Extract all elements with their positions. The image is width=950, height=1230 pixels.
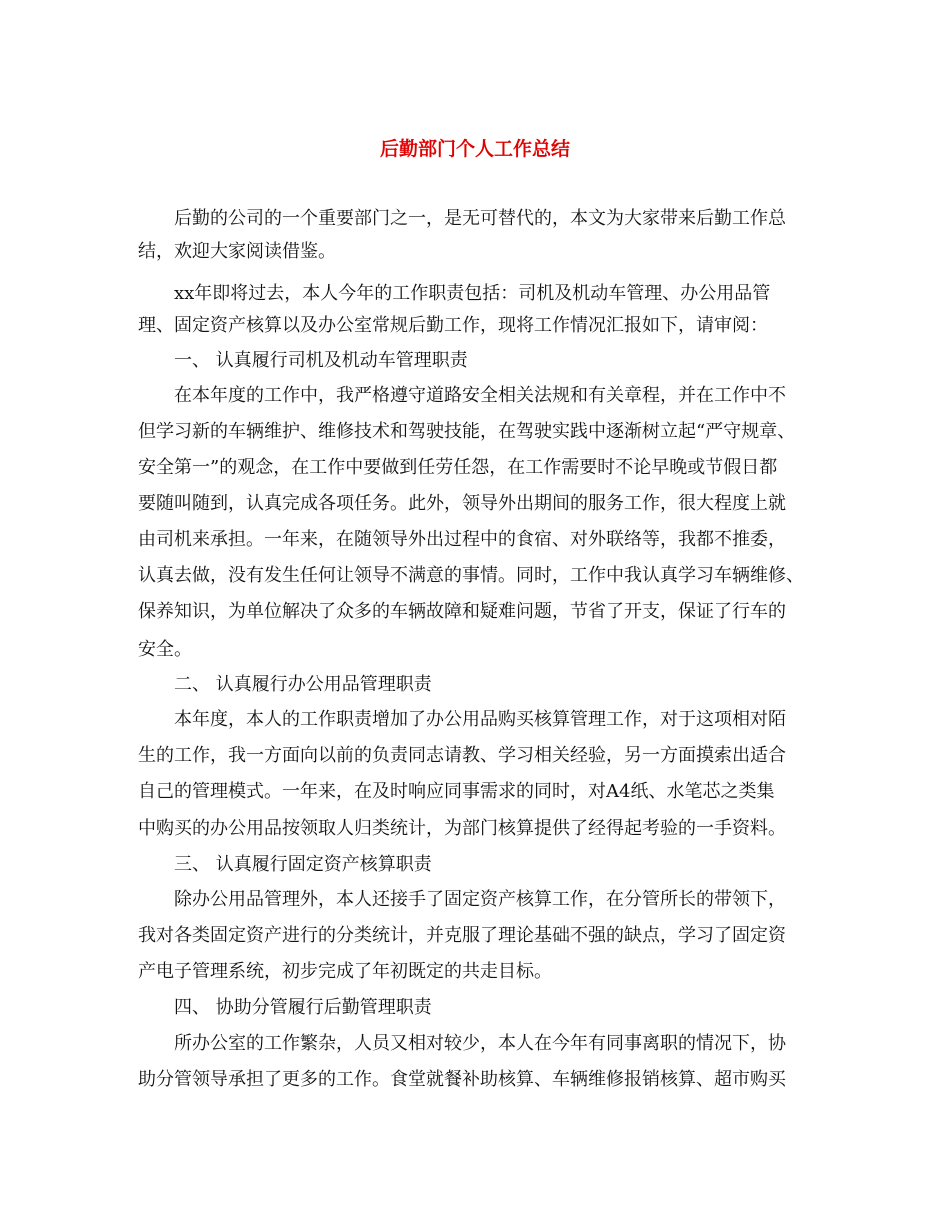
body-line: 保养知识，为单位解决了众多的车辆故障和疑难问题，节省了开支，保证了行车的 [138,601,786,622]
body-line: 安全。 [138,639,192,660]
section-heading-1: 一、 认真履行司机及机动车管理职责 [174,350,468,371]
body-line: 要随叫随到，认真完成各项任务。此外，领导外出期间的服务工作，很大程度上就 [138,493,786,514]
body-line: 自己的管理模式。一年来，在及时响应同事需求的同时，对A4纸、水笔芯之类集 [138,781,775,802]
body-line: 后勤的公司的一个重要部门之一，是无可替代的，本文为大家带来后勤工作总 [174,208,786,229]
body-line: 认真去做，没有发生任何让领导不满意的事情。同时，工作中我认真学习车辆维修、 [138,565,804,586]
body-line: 我对各类固定资产进行的分类统计，并克服了理论基础不强的缺点，学习了固定资 [138,925,786,946]
body-line: 本年度，本人的工作职责增加了办公用品购买核算管理工作，对于这项相对陌 [174,709,786,730]
document-title: 后勤部门个人工作总结 [379,138,570,160]
body-line: 由司机来承担。一年来，在随领导外出过程中的食宿、对外联络等，我都不推委， [138,529,786,550]
body-line: 中购买的办公用品按领取人归类统计，为部门核算提供了经得起考验的一手资料。 [138,818,786,839]
section-heading-2: 二、 认真履行办公用品管理职责 [174,674,432,695]
section-heading-4: 四、 协助分管履行后勤管理职责 [174,997,432,1018]
body-line: 产电子管理系统，初步完成了年初既定的共走目标。 [138,961,552,982]
body-line: 结，欢迎大家阅读借鉴。 [138,241,336,262]
body-line: 生的工作，我一方面向以前的负责同志请教、学习相关经验，另一方面摸索出适合 [138,745,786,766]
body-line: xx年即将过去，本人今年的工作职责包括：司机及机动车管理、办公用品管 [174,283,771,304]
body-line: 在本年度的工作中，我严格遵守道路安全相关法规和有关章程，并在工作中不 [174,385,786,406]
body-line: 理、固定资产核算以及办公室常规后勤工作，现将工作情况汇报如下，请审阅： [138,315,768,336]
body-line: 除办公用品管理外，本人还接手了固定资产核算工作，在分管所长的带领下， [174,889,786,910]
body-line: 但学习新的车辆维护、维修技术和驾驶技能，在驾驶实践中逐渐树立起“严守规章、 [138,421,796,442]
section-heading-3: 三、 认真履行固定资产核算职责 [174,854,432,875]
body-line: 助分管领导承担了更多的工作。食堂就餐补助核算、车辆维修报销核算、超市购买 [138,1069,786,1090]
body-line: 所办公室的工作繁杂，人员又相对较少，本人在今年有同事离职的情况下，协 [174,1033,786,1054]
body-line: 安全第一”的观念，在工作中要做到任劳任怨，在工作需要时不论早晚或节假日都 [138,457,778,478]
